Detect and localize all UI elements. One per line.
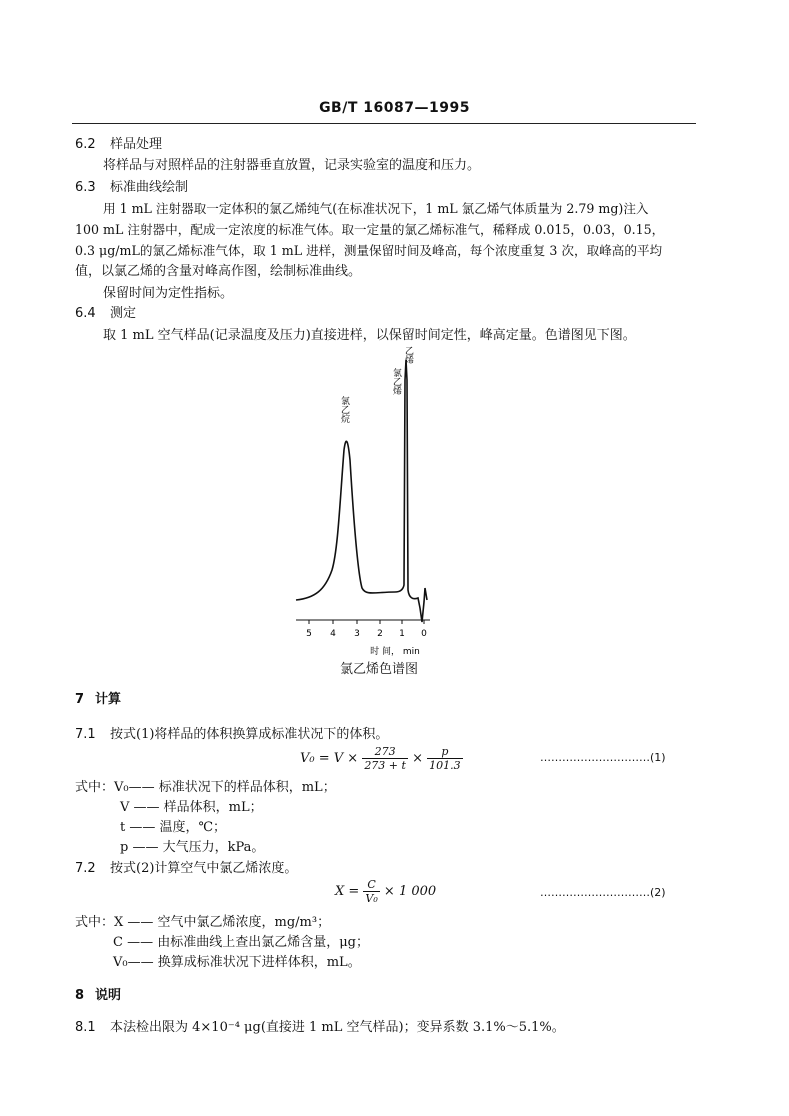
- where-7: V₀—— 换算成标准状况下进样体积，mL。: [113, 955, 361, 970]
- section-6-4-number: 6.4: [75, 306, 96, 321]
- where-2: V —— 样品体积，mL；: [120, 800, 263, 815]
- eq2-rhs: × 1 000: [383, 884, 437, 899]
- section-6-3-line-1: 用 1 mL 注射器取一定体积的氯乙烯纯气(在标准状况下，1 mL 氯乙烯气体质量为 2.79 mg)注入: [103, 201, 649, 216]
- eq2-fraction: $\frac{C}{\text{V₀}}$: [365, 878, 378, 905]
- section-6-4-text: 取 1 mL 空气样品(记录温度及压力)直接进样，以保留时间定性，峰高定量。色谱图见下图。: [103, 328, 636, 343]
- equation-1-number: …………………………(1): [540, 751, 666, 764]
- tick-label-1: 1: [399, 629, 405, 639]
- tick-label-2: 2: [377, 629, 383, 639]
- section-7-number: 7: [75, 692, 85, 707]
- eq1-fraction-1: $\frac{273}{273 + t}$: [364, 745, 406, 772]
- eq1-fraction-2: $\frac{p}{101.3}$: [429, 745, 461, 772]
- section-6-4-title: 测定: [110, 306, 137, 321]
- where-5: 式中：X —— 空气中氯乙烯浓度，mg/m³；: [75, 915, 331, 930]
- section-8-1-text: 本法检出限为 4×10⁻⁴ μg(直接进 1 mL 空气样品)；变异系数 3.1%～5.1%。: [110, 1020, 565, 1035]
- chromatogram-figure: [280, 340, 460, 660]
- time-axis-label: 时 间， min: [370, 647, 420, 657]
- section-8-title: 说明: [95, 988, 122, 1003]
- section-8-number: 8: [75, 988, 85, 1003]
- peak-label-ethylene: 乙烯: [403, 346, 413, 364]
- equation-2-number: …………………………(2): [540, 886, 666, 899]
- tick-label-4: 4: [330, 629, 336, 639]
- peak-label-chloroethane: 氯乙烷: [339, 396, 349, 423]
- where-6: C —— 由标准曲线上查出氯乙烯含量，μg；: [113, 935, 369, 950]
- where-1: 式中：V₀—— 标准状况下的样品体积，mL；: [75, 780, 336, 795]
- section-7-1-number: 7.1: [75, 727, 96, 742]
- tick-label-3: 3: [354, 629, 360, 639]
- header-rule: [72, 123, 696, 124]
- section-6-2-text: 将样品与对照样品的注射器垂直放置，记录实验室的温度和压力。: [103, 158, 481, 173]
- eq1-times: ×: [412, 751, 423, 766]
- section-6-2-number: 6.2: [75, 137, 96, 152]
- peak-label-vinyl-chloride: 氯乙烯: [391, 368, 401, 395]
- section-6-3-line-5: 保留时间为定性指标。: [103, 286, 234, 301]
- section-7-1-text: 按式(1)将样品的体积换算成标准状况下的体积。: [110, 727, 389, 742]
- where-4: p —— 大气压力，kPa。: [120, 840, 265, 855]
- tick-label-5: 5: [306, 629, 312, 639]
- figure-caption: 氯乙烯色谱图: [340, 662, 419, 677]
- section-6-3-line-2: 100 mL 注射器中，配成一定浓度的标准气体。取一定量的氯乙烯标准气，稀释成 0.015，0.03，0.15，: [75, 222, 665, 237]
- section-7-2-text: 按式(2)计算空气中氯乙烯浓度。: [110, 861, 298, 876]
- section-7-2-number: 7.2: [75, 861, 96, 876]
- eq1-lhs: V₀ = V ×: [300, 751, 359, 766]
- section-6-3-line-4: 值，以氯乙烯的含量对峰高作图，绘制标准曲线。: [75, 264, 362, 279]
- section-8-1-number: 8.1: [75, 1020, 96, 1035]
- section-7-title: 计算: [95, 692, 122, 707]
- section-6-3-title: 标准曲线绘制: [110, 180, 189, 195]
- where-3: t —— 温度，℃；: [120, 820, 227, 835]
- equation-1: [300, 745, 463, 772]
- section-6-2-title: 样品处理: [110, 137, 163, 152]
- equation-2: [335, 878, 436, 905]
- section-6-3-number: 6.3: [75, 180, 96, 195]
- eq2-lhs: X =: [335, 884, 360, 899]
- section-6-3-line-3: 0.3 μg/mL的氯乙烯标准气体，取 1 mL 进样，测量保留时间及峰高，每个浓度重复 3 次，取峰高的平均: [75, 243, 663, 258]
- standard-number-header: GB/T 16087—1995: [319, 100, 470, 116]
- chromatogram-trace: [296, 360, 427, 622]
- tick-label-0: 0: [421, 629, 427, 639]
